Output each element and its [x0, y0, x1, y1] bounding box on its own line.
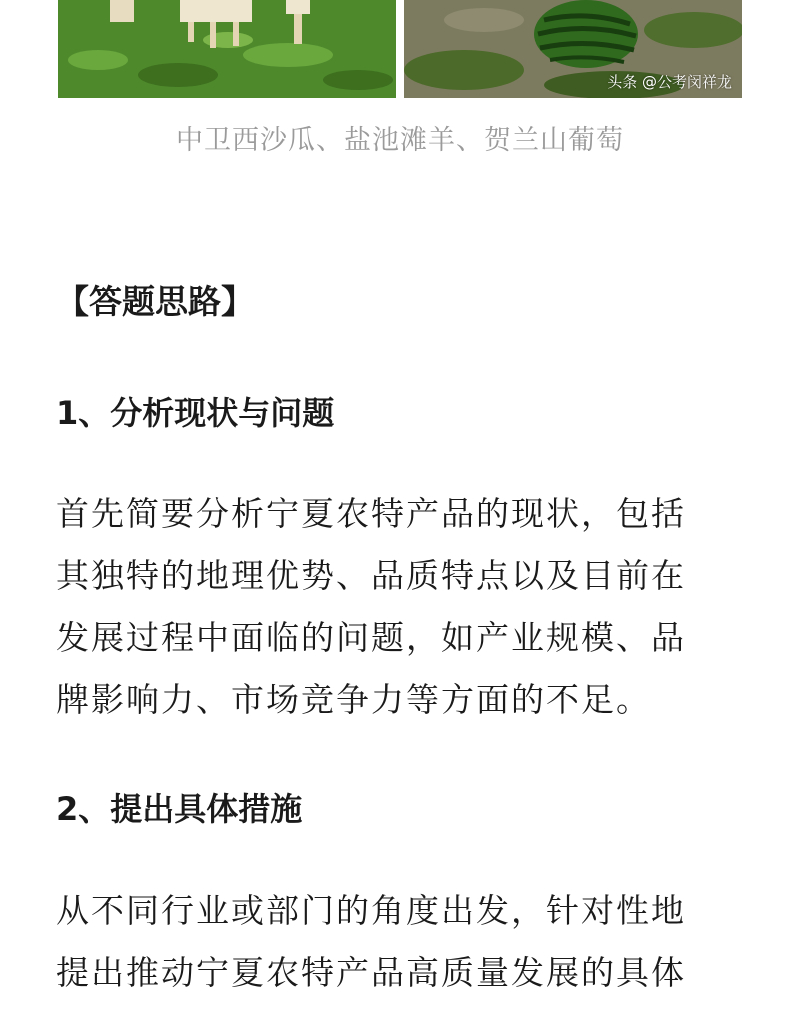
point-1-paragraph [56, 483, 756, 731]
watermelon-photo [404, 0, 742, 98]
point-1-heading: 1、分析现状与问题 [56, 394, 335, 432]
paragraph-line: 从不同行业或部门的角度出发，针对性地 [56, 891, 686, 930]
section-heading: 【答题思路】 [56, 282, 254, 321]
photo-row [0, 0, 800, 98]
paragraph-line: 其独特的地理优势、品质特点以及目前在 [56, 556, 686, 595]
sheep-photo [58, 0, 396, 98]
paragraph-line: 首先简要分析宁夏农特产品的现状，包括 [56, 494, 686, 533]
image-watermark: 头条 @公考闵祥龙 [607, 73, 732, 91]
sheep-field-illustration [58, 0, 396, 98]
point-2-paragraph [56, 880, 756, 1004]
point-2-heading: 2、提出具体措施 [56, 790, 303, 828]
paragraph-line: 发展过程中面临的问题，如产业规模、品 [56, 618, 686, 657]
paragraph-line: 牌影响力、市场竞争力等方面的不足。 [56, 680, 651, 719]
image-caption: 中卫西沙瓜、盐池滩羊、贺兰山葡萄 [176, 125, 624, 156]
paragraph-line: 提出推动宁夏农特产品高质量发展的具体 [56, 953, 686, 992]
